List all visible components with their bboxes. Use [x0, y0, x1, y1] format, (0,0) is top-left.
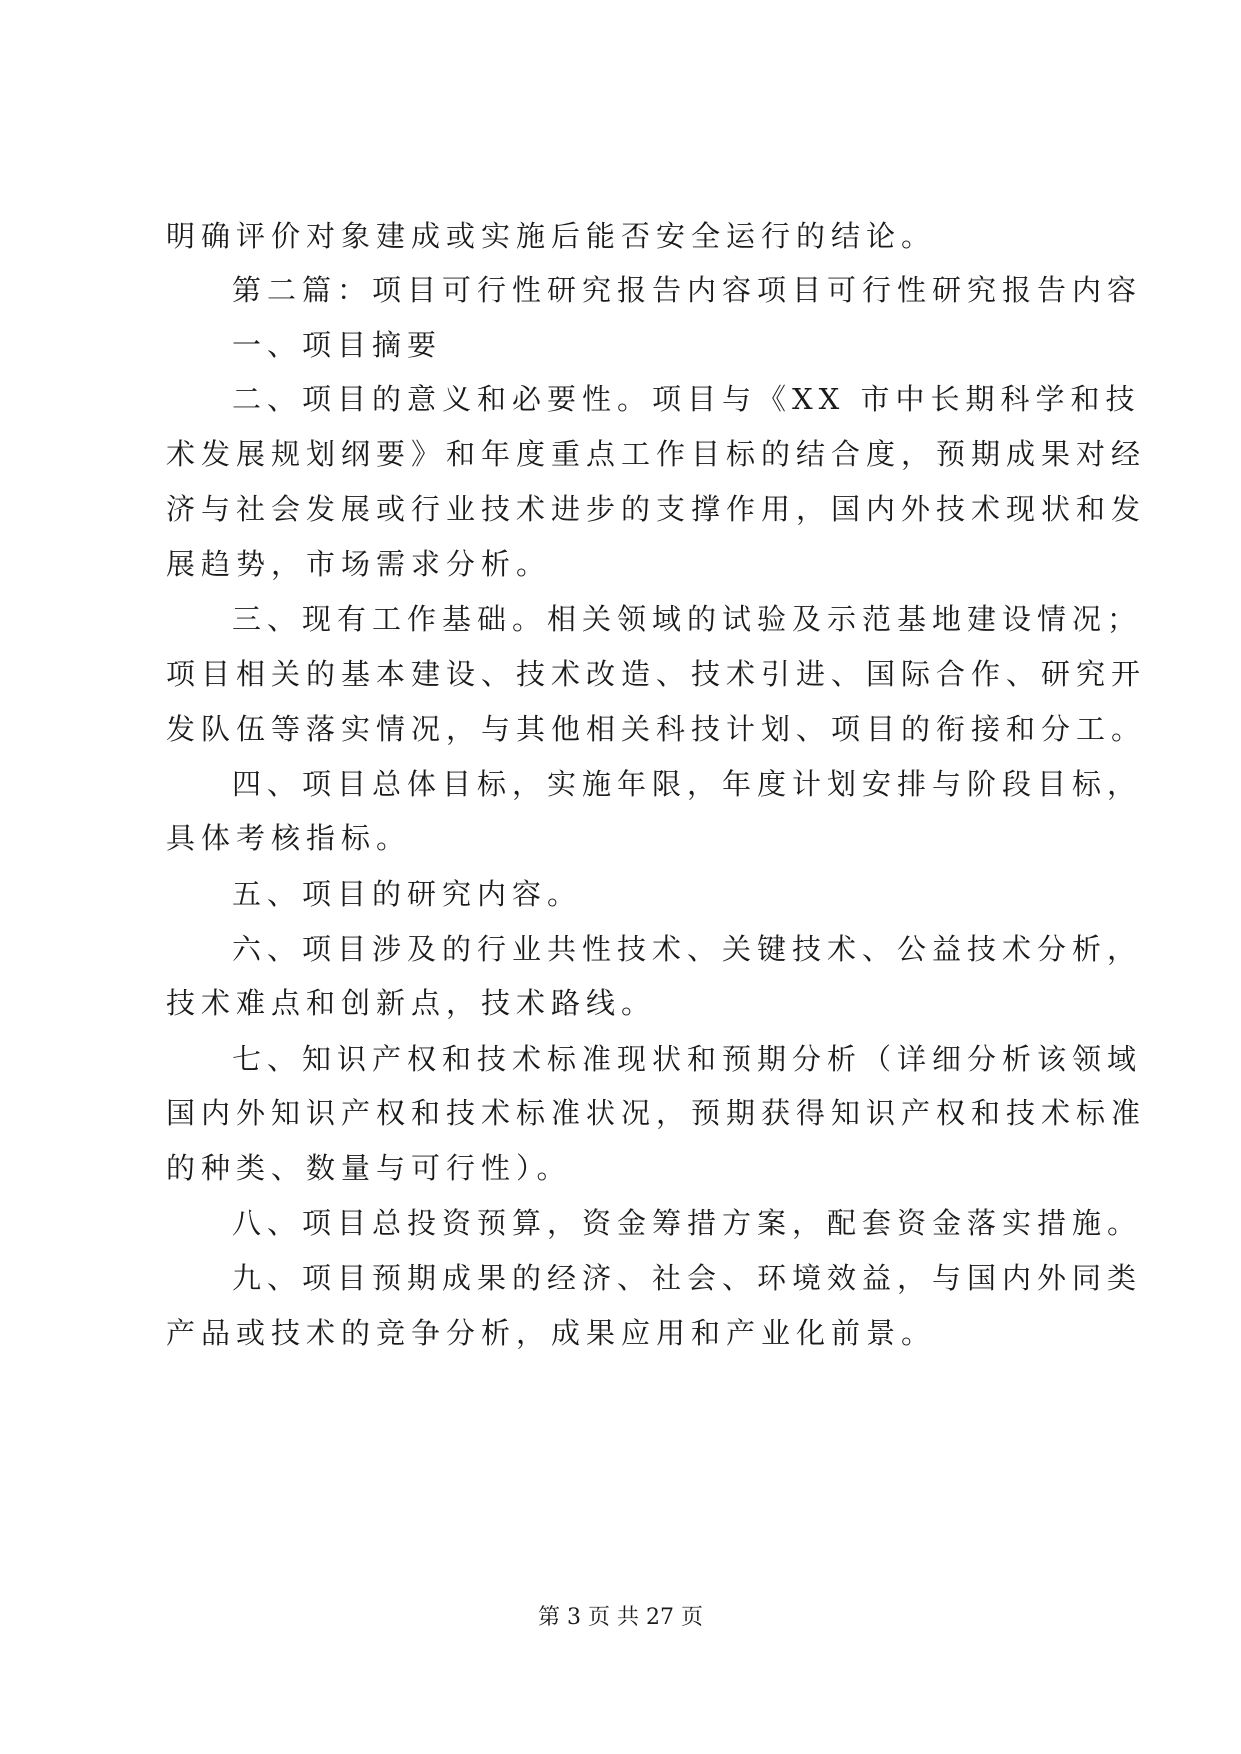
text-line: 发队伍等落实情况，与其他相关科技计划、项目的衔接和分工。	[166, 712, 1147, 746]
text-line: 六、项目涉及的行业共性技术、关键技术、公益技术分析，	[232, 932, 1143, 966]
text-line: 具体考核指标。	[166, 821, 412, 855]
text-line: 九、项目预期成果的经济、社会、环境效益，与国内外同类	[232, 1261, 1143, 1295]
text-line: 术发展规划纲要》和年度重点工作目标的结合度，预期成果对经	[166, 437, 1147, 471]
text-line: 四、项目总体目标，实施年限，年度计划安排与阶段目标，	[232, 767, 1143, 801]
text-line: 济与社会发展或行业技术进步的支撑作用，国内外技术现状和发	[166, 492, 1147, 526]
page-number-footer: 第 3 页 共 27 页	[538, 1605, 703, 1630]
text-line: 产品或技术的竞争分析，成果应用和产业化前景。	[166, 1316, 937, 1350]
text-line: 展趋势，市场需求分析。	[166, 547, 552, 581]
text-line: 技术难点和创新点，技术路线。	[166, 986, 657, 1020]
section-heading: 一、项目摘要	[232, 328, 443, 362]
text-line: 明确评价对象建成或实施后能否安全运行的结论。	[166, 219, 937, 253]
text-line: 国内外知识产权和技术标准状况，预期获得知识产权和技术标准	[166, 1096, 1147, 1130]
text-line: 三、现有工作基础。相关领域的试验及示范基地建设情况；	[232, 602, 1143, 636]
text-line: 七、知识产权和技术标准现状和预期分析（详细分析该领域	[232, 1042, 1143, 1076]
text-line: 八、项目总投资预算，资金筹措方案，配套资金落实措施。	[232, 1206, 1143, 1240]
text-line: 五、项目的研究内容。	[232, 877, 583, 911]
section-heading: 第二篇：项目可行性研究报告内容项目可行性研究报告内容	[232, 273, 1143, 307]
text-line: 项目相关的基本建设、技术改造、技术引进、国际合作、研究开	[166, 657, 1147, 691]
text-line: 的种类、数量与可行性）。	[166, 1151, 572, 1185]
text-line: 二、项目的意义和必要性。项目与《XX 市中长期科学和技	[232, 382, 1141, 416]
